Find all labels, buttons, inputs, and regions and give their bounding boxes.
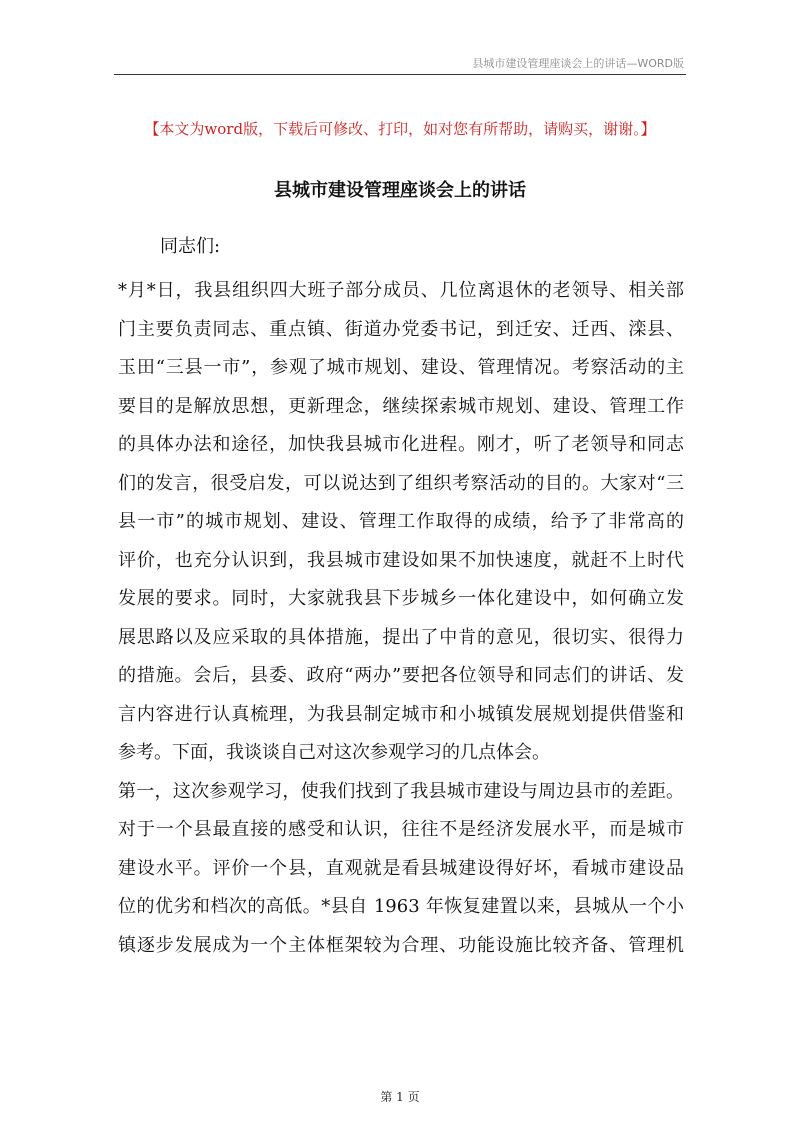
body-line: 对于一个县最直接的感受和认识，往往不是经济发展水平，而是城市 <box>118 819 684 840</box>
download-notice: 【本文为word版，下载后可修改、打印，如对您有所帮助，请购买，谢谢。】 <box>144 120 656 138</box>
body-line: 评价，也充分认识到，我县城市建设如果不加快速度，就赶不上时代 <box>118 549 684 571</box>
body-line: *月*日，我县组织四大班子部分成员、几位离退休的老领导、相关部 <box>118 280 684 301</box>
body-line: 的具体办法和途径，加快我县城市化进程。刚才，听了老领导和同志 <box>118 434 684 455</box>
body-line: 建设水平。评价一个县，直观就是看县城建设得好坏，看城市建设品 <box>118 857 684 879</box>
running-header: 县城市建设管理座谈会上的讲话—WORD版 <box>472 57 684 70</box>
body-line: 展思路以及应采取的具体措施，提出了中肯的意见，很切实、很得力 <box>118 626 684 648</box>
document-title: 县城市建设管理座谈会上的讲话 <box>274 180 526 201</box>
document-body <box>118 272 684 965</box>
body-line: 门主要负责同志、重点镇、街道办党委书记，到迁安、迁西、滦县、 <box>118 318 684 340</box>
body-line: 言内容进行认真梳理，为我县制定城市和小城镇发展规划提供借鉴和 <box>118 703 684 725</box>
salutation: 同志们: <box>160 236 221 257</box>
body-line: 要目的是解放思想，更新理念，继续探索城市规划、建设、管理工作 <box>118 395 684 417</box>
body-line: 的措施。会后，县委、政府“两办”要把各位领导和同志们的讲话、发 <box>118 665 684 686</box>
body-line-paragraph-end: 参考。下面，我谈谈自己对这次参观学习的几点体会。 <box>118 742 550 763</box>
body-line: 位的优劣和档次的高低。*县自 1963 年恢复建置以来，县城从一个小 <box>118 896 684 917</box>
body-line: 第一，这次参观学习，使我们找到了我县城市建设与周边县市的差距。 <box>118 780 684 802</box>
body-line: 们的发言，很受启发，可以说达到了组织考察活动的目的。大家对“三 <box>118 472 684 494</box>
page-number: 第 1 页 <box>380 1090 420 1104</box>
body-line: 发展的要求。同时，大家就我县下步城乡一体化建设中，如何确立发 <box>118 588 684 609</box>
body-line: 镇逐步发展成为一个主体框架较为合理、功能设施比较齐备、管理机 <box>118 934 684 956</box>
body-line: 玉田“三县一市”，参观了城市规划、建设、管理情况。考察活动的主 <box>118 357 684 378</box>
header-divider <box>114 74 686 75</box>
body-line: 县一市”的城市规划、建设、管理工作取得的成绩，给予了非常高的 <box>118 511 684 532</box>
